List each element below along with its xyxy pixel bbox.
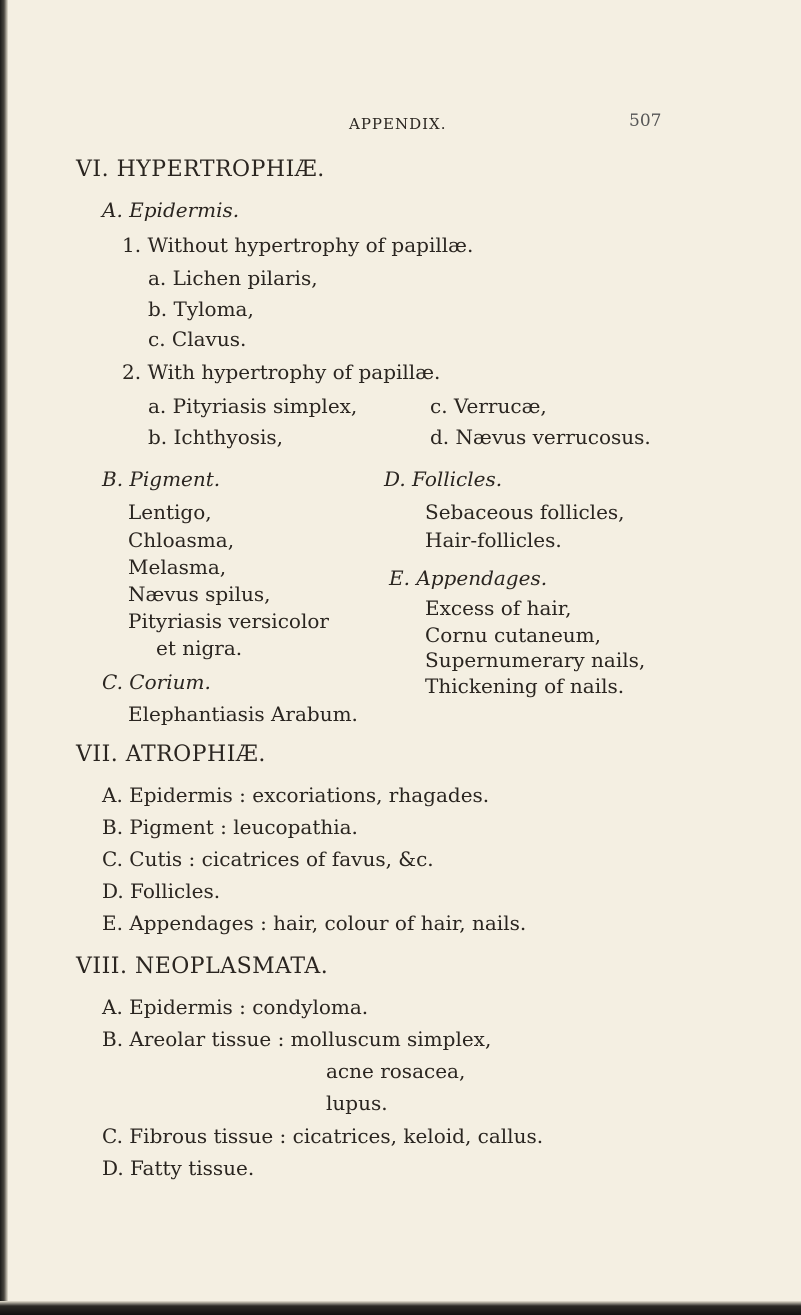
viii-item: D. Fatty tissue. [102,1156,255,1180]
vii-item: D. Follicles. [102,879,221,903]
vi-e-item: Cornu cutaneum, [425,623,601,647]
vi-e-item: Thickening of nails. [425,674,625,698]
running-header: APPENDIX. [349,115,447,133]
vi-c-item: Elephantiasis Arabum. [128,702,358,726]
vi-a2-item: a. Pityriasis simplex, [148,394,358,418]
section-vii-heading: VII. ATROPHIÆ. [76,742,266,767]
viii-item: acne rosacea, [326,1059,466,1083]
viii-item: A. Epidermis : condyloma. [102,995,369,1019]
vi-d-heading: D. Follicles. [384,467,503,491]
vi-b-heading: B. Pigment. [102,467,221,491]
vi-a2-item: b. Ichthyosis, [148,425,284,449]
page-binding-edge [0,0,8,1315]
vi-a1-item: a. Lichen pilaris, [148,266,318,290]
vi-a2-item: d. Nævus verrucosus. [430,425,651,449]
vii-item: C. Cutis : cicatrices of favus, &c. [102,847,434,871]
vii-item: E. Appendages : hair, colour of hair, nails. [102,911,527,935]
vi-b-item: Lentigo, [128,500,212,524]
vi-c-heading: C. Corium. [102,670,211,694]
vi-a1: 1. Without hypertrophy of papillæ. [122,233,474,257]
viii-item: B. Areolar tissue : molluscum simplex, [102,1027,492,1051]
vi-b-item: et nigra. [156,636,243,660]
vi-b-item: Nævus spilus, [128,582,271,606]
section-viii-heading: VIII. NEOPLASMATA. [76,954,329,979]
vi-a2-item: c. Verrucæ, [430,394,547,418]
viii-item: lupus. [326,1091,388,1115]
viii-item: C. Fibrous tissue : cicatrices, keloid, callus. [102,1124,544,1148]
vi-a1-item: c. Clavus. [148,327,247,351]
vi-e-heading: E. Appendages. [389,566,548,590]
vi-e-item: Supernumerary nails, [425,648,646,672]
vi-b-item: Chloasma, [128,528,235,552]
page-number: 507 [629,111,662,131]
vii-item: A. Epidermis : excoriations, rhagades. [102,783,490,807]
vii-item: B. Pigment : leucopathia. [102,815,358,839]
section-vi-heading: VI. HYPERTROPHIÆ. [76,157,325,182]
vi-e-item: Excess of hair, [425,596,572,620]
vi-d-item: Sebaceous follicles, [425,500,625,524]
vi-d-item: Hair-follicles. [425,528,562,552]
vi-a1-item: b. Tyloma, [148,297,254,321]
vi-b-item: Pityriasis versicolor [128,609,329,633]
vi-a2: 2. With hypertrophy of papillæ. [122,360,441,384]
vi-b-item: Melasma, [128,555,227,579]
page-bottom-edge [0,1301,801,1315]
vi-a-heading: A. Epidermis. [102,198,240,222]
